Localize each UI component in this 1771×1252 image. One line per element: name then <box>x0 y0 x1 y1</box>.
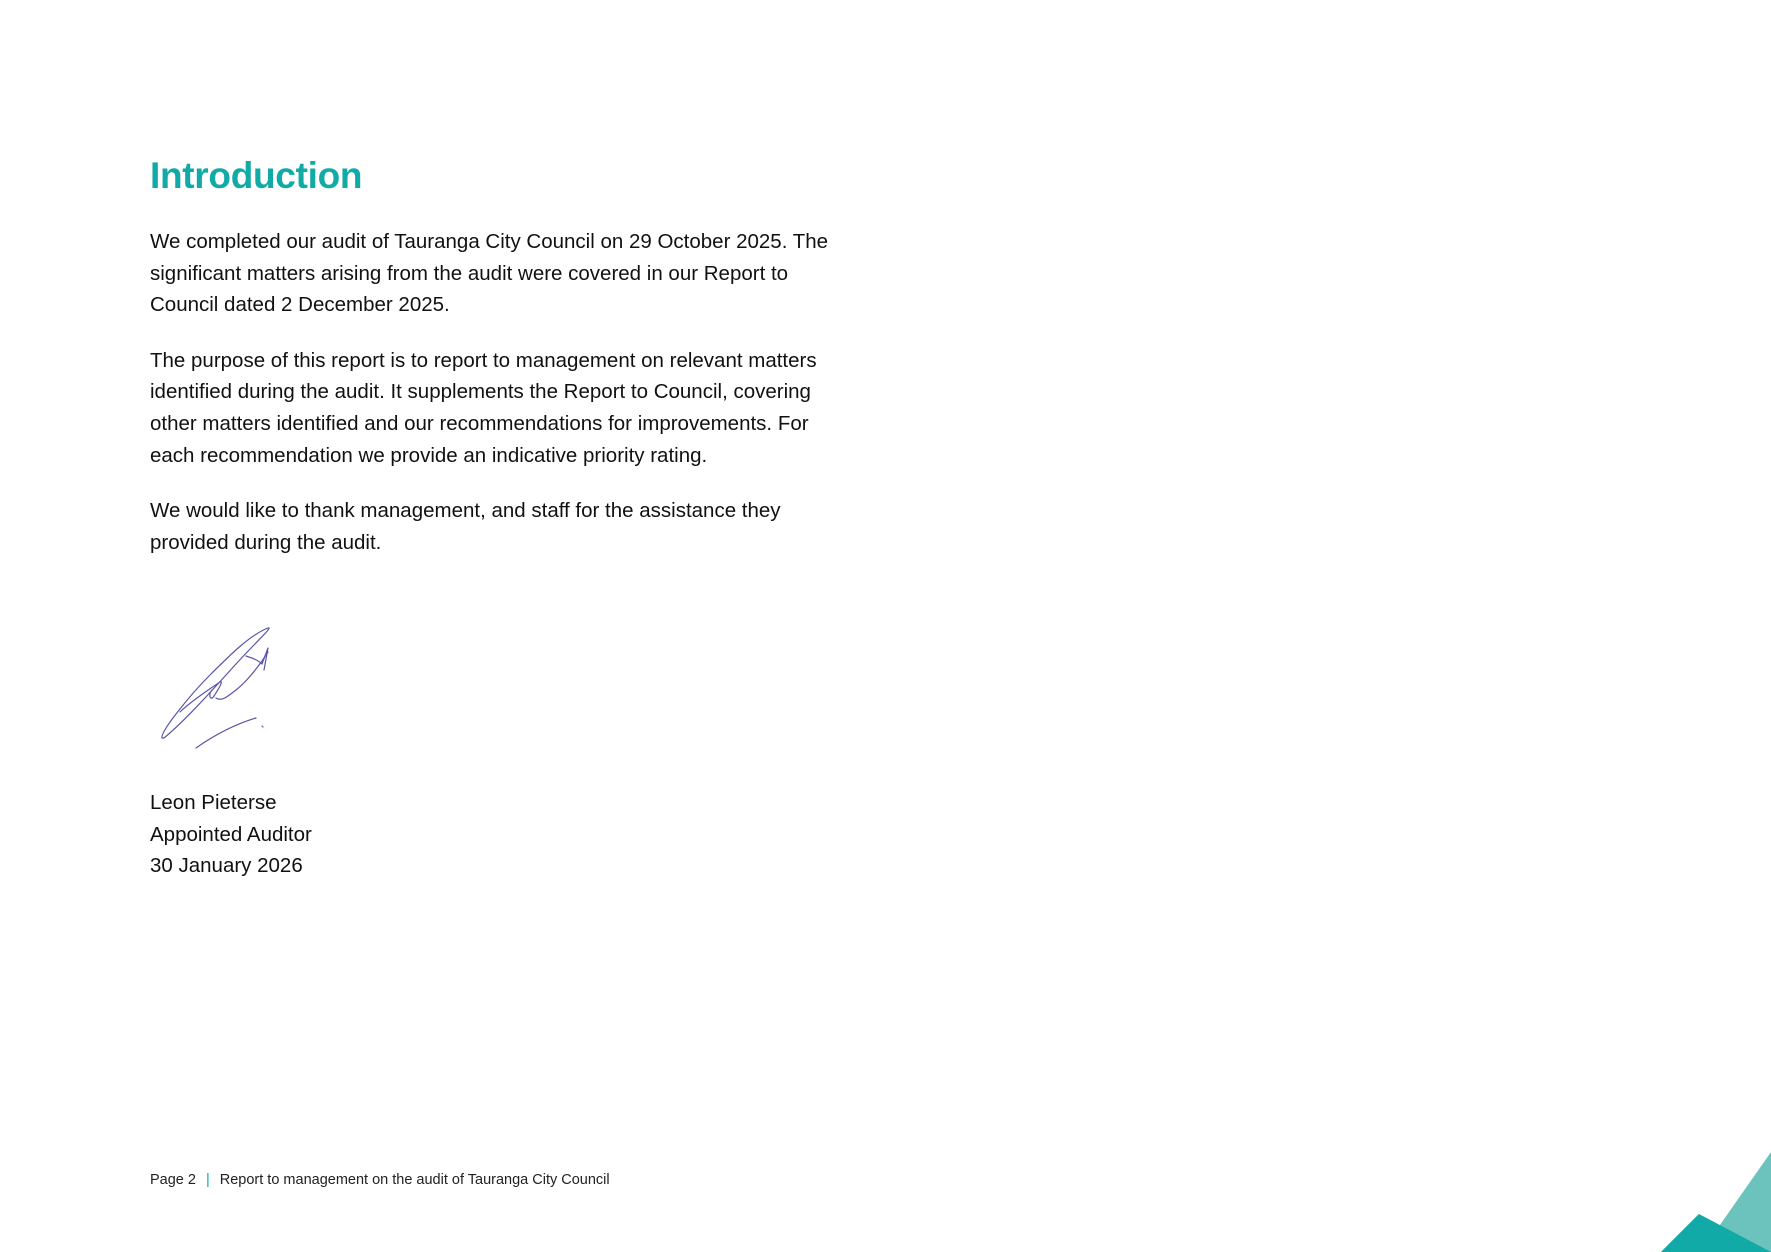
paragraph-thanks: We would like to thank management, and staff for the assistance they provided during the audit. <box>150 499 781 554</box>
footer-report-title: Report to management on the audit of Tauranga City Council <box>219 1172 610 1188</box>
signoff-date: 30 January 2026 <box>150 854 303 878</box>
main-content <box>150 150 850 582</box>
footer-separator: | <box>205 1172 210 1188</box>
paragraph-audit-completed: We completed our audit of Tauranga City Council on 29 October 2025. The significant matters arising from the audit were covered in our Report to Council dated 2 December 2025. <box>150 230 829 317</box>
paragraph-report-purpose: The purpose of this report is to report to management on relevant matters identified during the audit. It supplements the Report to Council, covering other matters identified and our recommendations for improvements. For each recommendation we provide an indicative priority rating. <box>150 348 817 467</box>
auditor-signature <box>150 620 300 755</box>
signoff-block <box>150 787 312 882</box>
auditor-name: Leon Pieterse <box>150 791 277 814</box>
corner-decoration <box>1661 1142 1771 1252</box>
auditor-role: Appointed Auditor <box>150 822 312 846</box>
page-title: Introduction <box>150 155 363 196</box>
page-number: Page 2 <box>150 1172 196 1188</box>
page-footer <box>150 1172 610 1188</box>
